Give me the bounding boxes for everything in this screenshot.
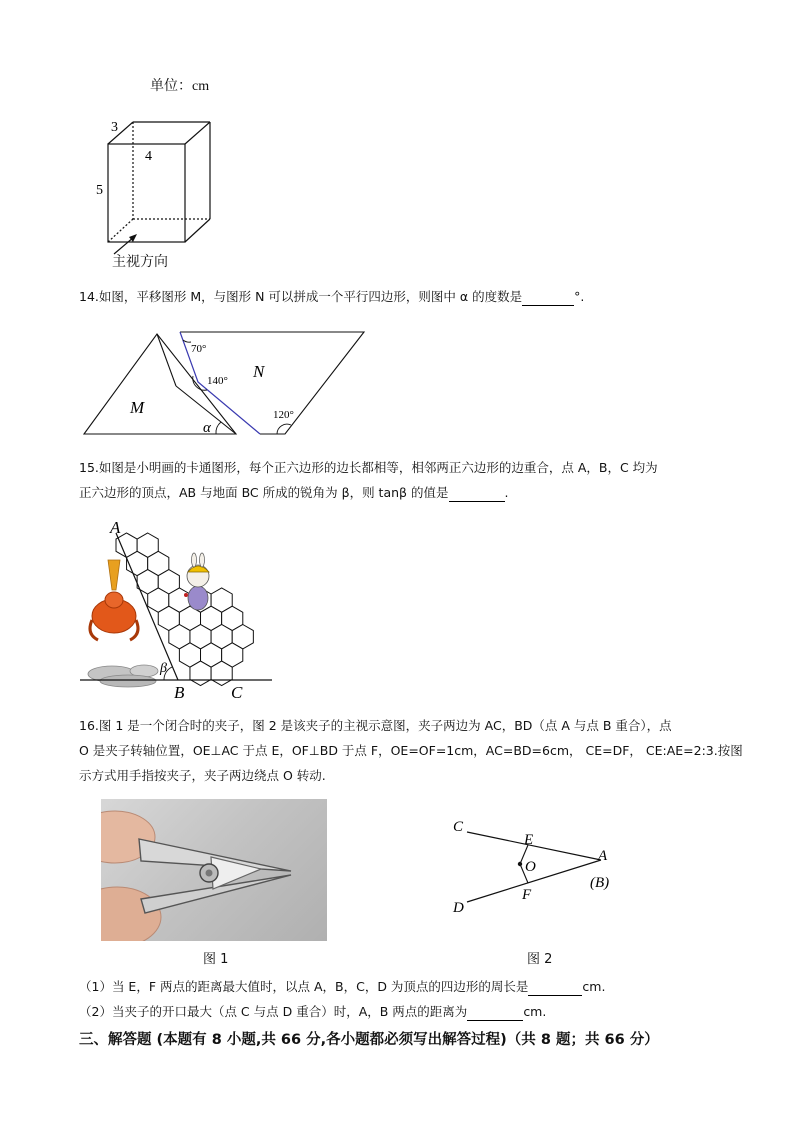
- q14-answer-blank: [522, 289, 574, 306]
- label-O: O: [525, 859, 536, 875]
- clip-photo: [101, 799, 327, 941]
- label-B: B: [174, 683, 185, 702]
- q15-line1: 15.如图是小明画的卡通图形，每个正六边形的边长都相等，相邻两正六边形的边重合，点 A，B，C 均为: [79, 460, 658, 475]
- label-alpha: α: [203, 420, 211, 436]
- clip-pivot-center: [206, 870, 213, 877]
- rock: [100, 675, 156, 687]
- label-120: 120°: [273, 409, 294, 421]
- box-edge: [185, 122, 210, 144]
- box-edge: [185, 219, 210, 242]
- rabbit-ear: [192, 553, 197, 567]
- label-D: D: [453, 900, 464, 916]
- label-beta: β: [160, 661, 167, 676]
- fig1-caption: 图 1: [203, 952, 229, 967]
- view-arrow-shaft: [114, 237, 134, 254]
- q16-sub2-before: （2）当夹子的开口最大（点 C 与点 D 重合）时，A，B 两点的距离为: [79, 1004, 468, 1019]
- label-N: N: [253, 362, 265, 381]
- rabbit-body: [188, 586, 208, 610]
- claw-head: [105, 592, 123, 608]
- label-C: C: [453, 819, 464, 835]
- label-A: A: [598, 848, 608, 864]
- clip-photo-drawing: [101, 799, 327, 941]
- label-M: M: [130, 398, 145, 417]
- q16-line3: 示方式用手指按夹子，夹子两边绕点 O 转动.: [79, 768, 326, 783]
- q14-text-before: 14.如图，平移图形 M，与图形 N 可以拼成一个平行四边形，则图中 α 的度数是: [79, 289, 523, 304]
- fig2-caption: 图 2: [527, 952, 553, 967]
- q15-line2-after: .: [504, 485, 509, 500]
- q15-line2-before: 正六边形的顶点，AB 与地面 BC 所成的锐角为 β，则 tanβ 的值是: [79, 485, 449, 500]
- shape-M-notch: [157, 334, 176, 386]
- q16-sub1-blank: [528, 979, 582, 996]
- dim-label-top: 3: [111, 120, 118, 135]
- unit-label: 单位：cm: [150, 79, 210, 94]
- dim-label-side: 5: [96, 183, 103, 198]
- q16-sub1-after: cm.: [582, 979, 606, 994]
- q16-sub2-after: cm.: [523, 1004, 547, 1019]
- q15-figure: [78, 516, 278, 706]
- label-A: A: [110, 518, 121, 537]
- q16-sub2-blank: [467, 1004, 523, 1021]
- finger-bottom: [101, 887, 161, 941]
- label-E: E: [524, 832, 534, 848]
- q16-fig2: [448, 814, 618, 918]
- q16-sub2: [79, 1004, 546, 1021]
- label-C: C: [231, 683, 243, 702]
- angle-alpha-arc: [216, 422, 221, 434]
- q15-answer-blank: [449, 485, 505, 502]
- rabbit-ear: [200, 553, 205, 567]
- q16-sub1-before: （1）当 E，F 两点的距离最大值时，以点 A，B，C，D 为顶点的四边形的周长是: [79, 979, 529, 994]
- segment-CA: [467, 832, 601, 860]
- hexagon-grid: [116, 533, 253, 686]
- label-140: 140°: [207, 375, 228, 387]
- q14-figure: [80, 328, 370, 440]
- view-direction-label: 主视方向: [112, 254, 168, 270]
- q16-line2: O 是夹子转轴位置，OE⊥AC 于点 E，OF⊥BD 于点 F，OE=OF=1cm，AC=BD=6cm， CE=DF， CE:AE=2:3.按图: [79, 743, 743, 758]
- point-O: [518, 862, 522, 866]
- q14-text: [79, 289, 584, 306]
- dim-label-inner: 4: [145, 149, 152, 164]
- q14-text-after: °.: [574, 289, 585, 304]
- q16-line1: 16.图 1 是一个闭合时的夹子，图 2 是该夹子的主视示意图，夹子两边为 AC，BD（点 A 与点 B 重合），点: [79, 718, 672, 733]
- q16-sub1: [79, 979, 605, 996]
- box-hidden-edge: [108, 219, 133, 242]
- crane-arm: [108, 560, 120, 590]
- label-B: (B): [590, 875, 610, 891]
- section3-heading: 三、解答题 (本题有 8 小题,共 66 分,各小题都必须写出解答过程)（共 8 题；共 66 分）: [79, 1032, 659, 1048]
- rabbit-item: [184, 593, 188, 597]
- box-figure: [88, 112, 228, 274]
- label-70: 70°: [191, 343, 207, 355]
- angle-70-arc: [183, 340, 191, 342]
- label-F: F: [522, 887, 532, 903]
- q15-line2: [79, 485, 508, 502]
